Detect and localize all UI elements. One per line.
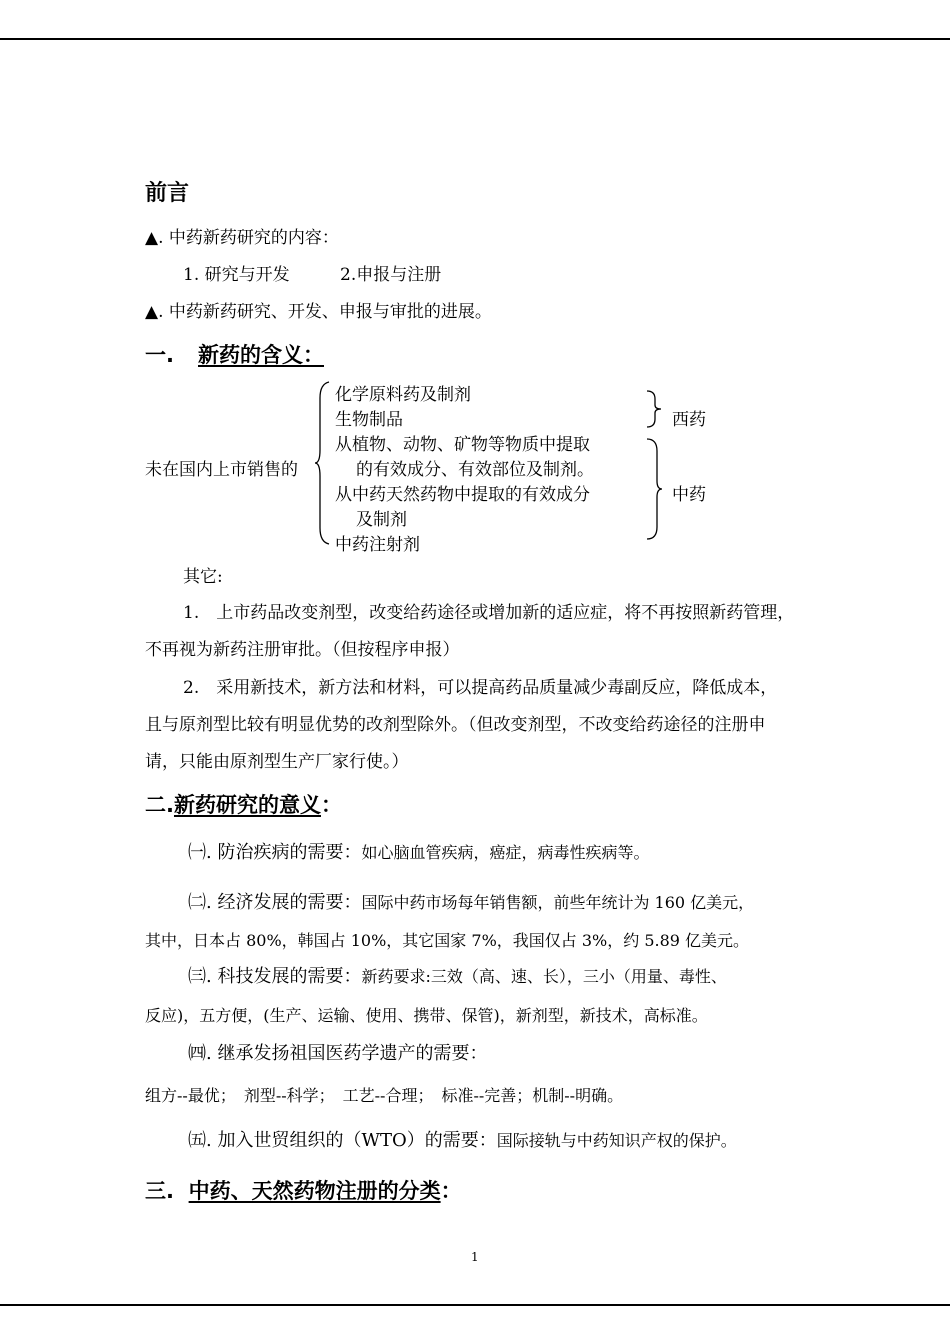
page-number: 1 <box>471 1250 479 1264</box>
other-line-3: 2. 采用新技术，新方法和材料，可以提高药品质量减少毒副反应，降低成本， <box>183 678 778 698</box>
other-line-2: 不再视为新药注册审批。（但按程序申报） <box>145 640 460 660</box>
left-brace <box>315 380 331 546</box>
other-line-1: 1. 上市药品改变剂型，改变给药途径或增加新的适应症，将不再按照新药管理， <box>183 603 795 623</box>
other-line-4: 且与原剂型比较有明显优势的改剂型除外。（但改变剂型，不改变给药途径的注册申 <box>145 715 766 735</box>
meaning-item-1-text: 如心脑血管疾病，癌症，病毒性疾病等。 <box>361 843 650 862</box>
meaning-item-2-cont: 其中，日本占 80%，韩国占 10%，其它国家 7%，我国仅占 3%，约 5.89 亿美元。 <box>145 931 750 950</box>
meaning-item-1 <box>188 838 649 864</box>
meaning-item-5-text: 国际接轨与中药知识产权的保护。 <box>496 1131 737 1150</box>
section-2-colon: ： <box>320 793 342 817</box>
sub-item-1: 1. 研究与开发 <box>183 265 290 285</box>
section-2-heading <box>145 789 342 819</box>
section-3-colon: ： <box>440 1179 462 1203</box>
meaning-item-2-text: 国际中药市场每年销售额，前些年统计为 160 亿美元， <box>361 893 755 912</box>
section-3-title: 中药、天然药物注册的分类 <box>188 1179 441 1203</box>
section-2-number: 二. <box>145 793 174 817</box>
top-rule <box>0 38 950 40</box>
meaning-item-4-label: ㈣. 继承发扬祖国医药学遗产的需要： <box>188 1043 488 1064</box>
group-west-label: 西药 <box>672 410 706 430</box>
meaning-item-5-label: ㈤. 加入世贸组织的（WTO）的需要： <box>188 1130 497 1151</box>
meaning-item-3-cont: 反应)，五方便，(生产、运输、使用、携带、保管)，新剂型，新技术，高标准。 <box>145 1006 708 1025</box>
meaning-item-3-label: ㈢. 科技发展的需要： <box>188 966 362 987</box>
sub-item-2: 2.申报与注册 <box>340 265 442 285</box>
def-item-3: 从植物、动物、矿物等物质中提取 <box>335 435 590 455</box>
triangle-item-1: ▲. 中药新药研究的内容： <box>145 228 339 248</box>
section-1-number: 一. <box>145 343 174 367</box>
def-item-6: 及制剂 <box>356 510 407 530</box>
other-label: 其它: <box>183 567 223 587</box>
right-brace-west <box>645 389 663 429</box>
right-brace-tcm <box>645 437 663 541</box>
def-item-4: 的有效成分、有效部位及制剂。 <box>356 460 594 480</box>
meaning-item-2 <box>188 888 754 914</box>
meaning-item-3-text: 新药要求:三效（高、速、长），三小（用量、毒性、 <box>361 967 727 986</box>
def-item-5: 从中药天然药物中提取的有效成分 <box>335 485 590 505</box>
meaning-item-2-label: ㈡. 经济发展的需要： <box>188 892 362 913</box>
meaning-item-3 <box>188 962 727 988</box>
def-item-1: 化学原料药及制剂 <box>335 385 471 405</box>
section-2-title: 新药研究的意义 <box>173 793 321 817</box>
triangle-item-2: ▲. 中药新药研究、开发、申报与审批的进展。 <box>145 302 492 322</box>
meaning-item-4-cont: 组方--最优； 剂型--科学； 工艺--合理； 标准--完善；机制--明确。 <box>145 1086 624 1105</box>
group-tcm-label: 中药 <box>672 485 706 505</box>
meaning-item-1-label: ㈠. 防治疾病的需要： <box>188 842 362 863</box>
def-item-2: 生物制品 <box>335 410 403 430</box>
section-1-title: 新药的含义： <box>198 343 324 367</box>
definition-lead: 未在国内上市销售的 <box>145 460 298 480</box>
meaning-item-5 <box>188 1126 737 1152</box>
bottom-rule <box>0 1304 950 1306</box>
section-3-heading <box>145 1175 462 1205</box>
section-3-number: 三. <box>145 1179 174 1203</box>
other-line-5: 请，只能由原剂型生产厂家行使。） <box>145 752 409 772</box>
def-item-7: 中药注射剂 <box>335 535 420 555</box>
page-title: 前言 <box>145 181 190 206</box>
